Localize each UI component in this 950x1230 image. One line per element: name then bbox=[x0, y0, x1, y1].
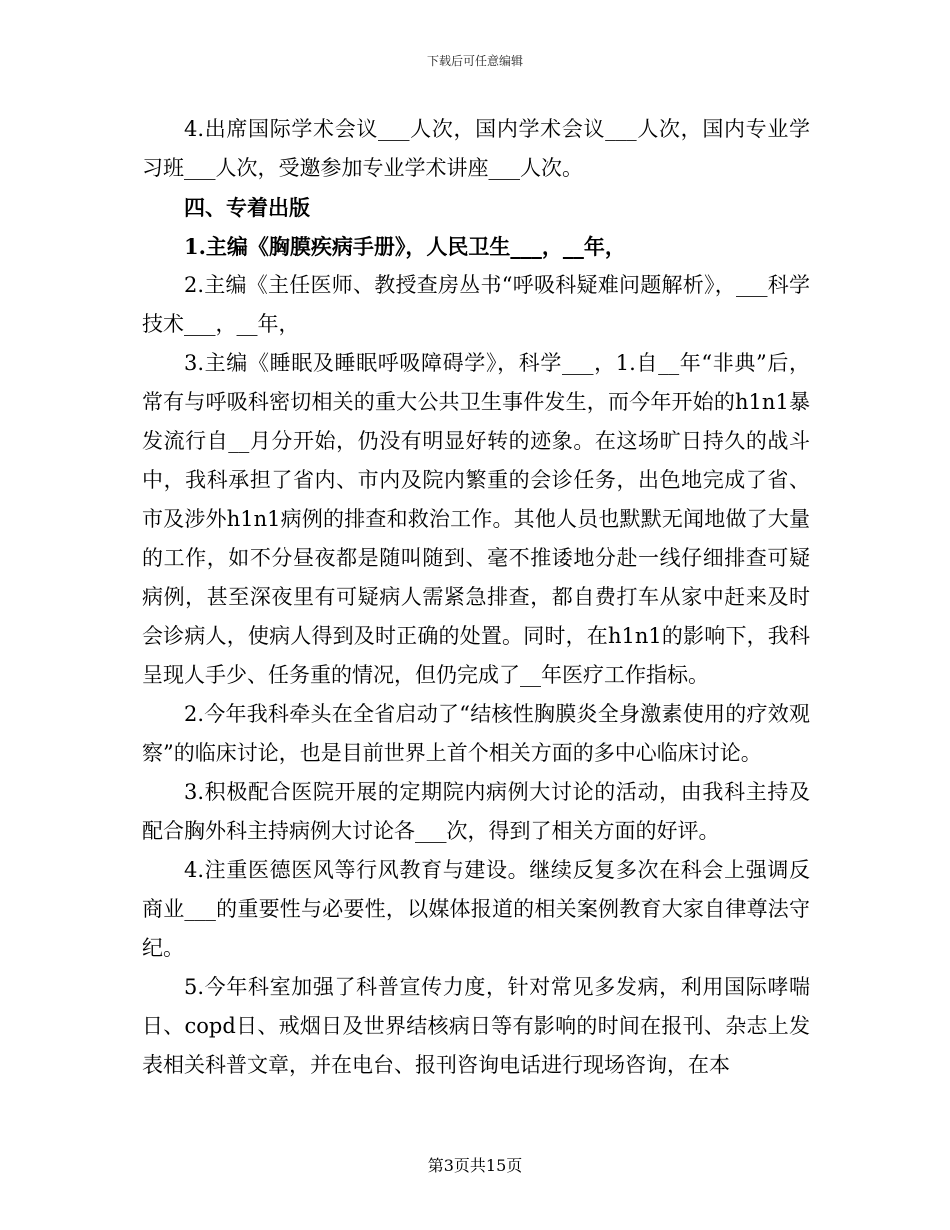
page-header: 下载后可任意编辑 bbox=[426, 54, 523, 68]
section-heading-publications: 四、专着出版 bbox=[184, 195, 310, 220]
paragraph-book-3-and-h1n1: 3.主编《睡眠及睡眠呼吸障碍学》，科学___，1.自__年“非典”后，常有与呼吸科密切相关的重大公共卫生事件发生，而今年开始的h1n1暴发流行自__月分开始，仍没有明显好转的迹象。在这场旷日持久的战斗中，我科承担了省内、市内及院内繁重的会诊任务，出色地完成了省、市及涉外h1n1病例的排查和救治工作。其他人员也默默无闻地做了大量的工作，如不分昼夜都是随叫随到、毫不推诿地分赴一线仔细排查可疑病例，甚至深夜里有可疑病人需紧急排查，都自费打车从家中赶来及时会诊病人，使病人得到及时正确的处置。同时，在h1n1的影响下，我科呈现人手少、任务重的情况，但仍完成了__年医疗工作指标。 bbox=[142, 351, 810, 687]
document-body bbox=[142, 110, 810, 1085]
page-footer: 第3页共15页 bbox=[427, 1156, 523, 1175]
paragraph-science-outreach: 5.今年科室加强了科普宣传力度，针对常见多发病，利用国际哮喘日、copd日、戒烟日及世界结核病日等有影响的时间在报刊、杂志上发表相关科普文章，并在电台、报刊咨询电话进行现场咨询，在本 bbox=[142, 975, 810, 1077]
paragraph-ethics: 4.注重医德医风等行风教育与建设。继续反复多次在科会上强调反商业___的重要性与必要性，以媒体报道的相关案例教育大家自律尊法守纪。 bbox=[142, 858, 810, 960]
paragraph-clinical-study: 2.今年我科牵头在全省启动了“结核性胸膜炎全身激素使用的疗效观察”的临床讨论，也是目前世界上首个相关方面的多中心临床讨论。 bbox=[142, 702, 810, 765]
paragraph-book-1: 1.主编《胸膜疾病手册》，人民卫生___，__年， bbox=[184, 234, 626, 259]
paragraph-conference-count: 4.出席国际学术会议___人次，国内学术会议___人次，国内专业学习班___人次，受邀参加专业学术讲座___人次。 bbox=[142, 117, 810, 180]
paragraph-case-discussion: 3.积极配合医院开展的定期院内病例大讨论的活动，由我科主持及配合胸外科主持病例大讨论各___次，得到了相关方面的好评。 bbox=[142, 780, 810, 843]
paragraph-book-2: 2.主编《主任医师、教授查房丛书“呼吸科疑难问题解析》，___科学技术___，__年， bbox=[142, 273, 810, 336]
